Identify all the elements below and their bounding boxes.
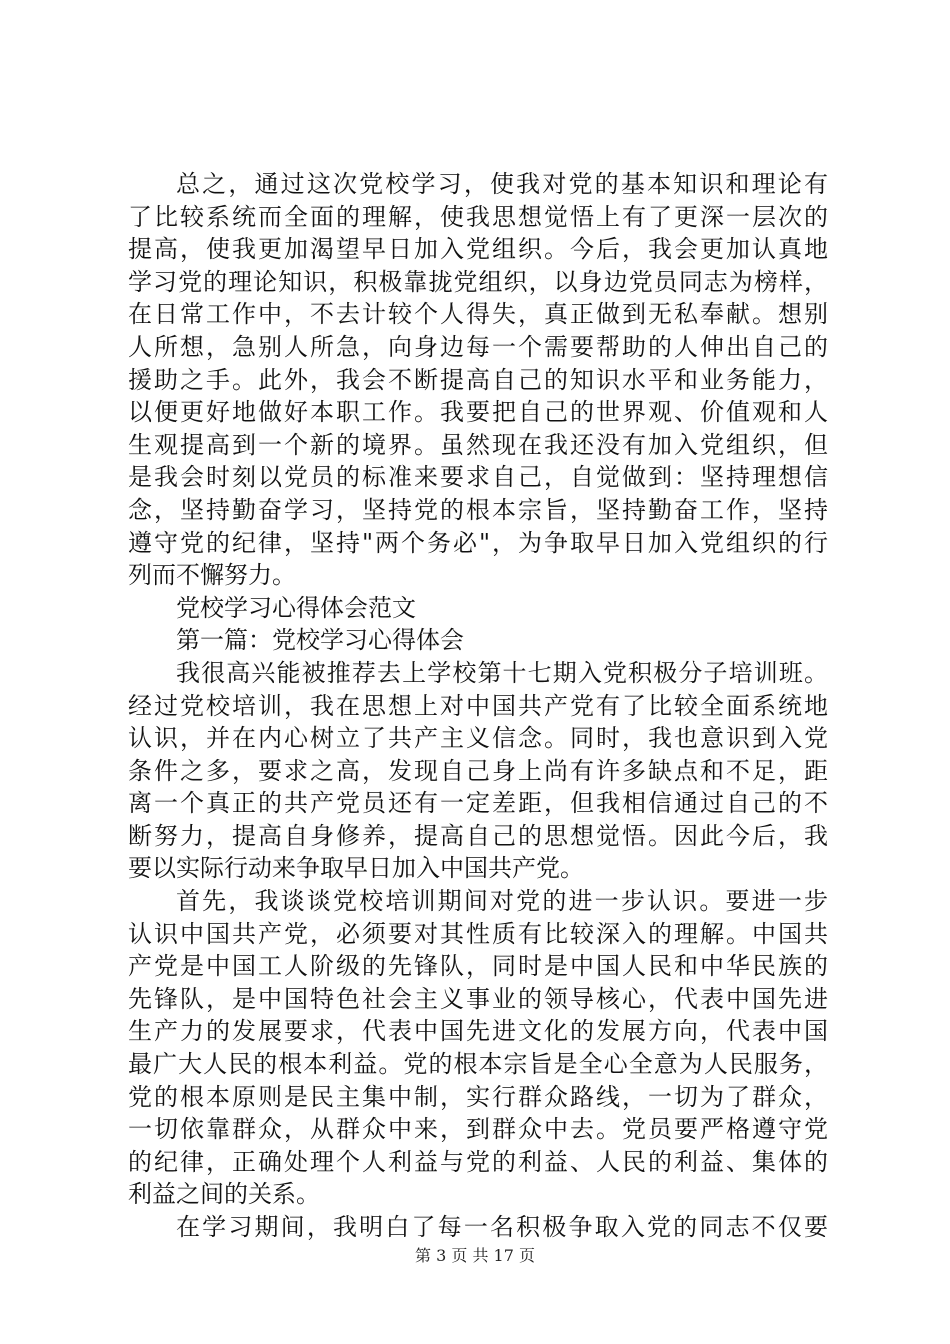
text-line: 生产力的发展要求，代表中国先进文化的发展方向，代表中国 xyxy=(128,1017,828,1046)
text-line: 生观提高到一个新的境界。虽然现在我还没有加入党组织，但 xyxy=(128,430,828,459)
text-line: 念，坚持勤奋学习，坚持党的根本宗旨，坚持勤奋工作，坚持 xyxy=(128,495,828,524)
text-line: 离一个真正的共产党员还有一定差距，但我相信通过自己的不 xyxy=(128,789,828,818)
text-line: 学习党的理论知识，积极靠拢党组织，以身边党员同志为榜样， xyxy=(128,267,828,296)
text-line: 断努力，提高自身修养，提高自己的思想觉悟。因此今后，我 xyxy=(128,821,828,850)
text-line: 要以实际行动来争取早日加入中国共产党。 xyxy=(128,854,584,883)
text-line: 遵守党的纪律，坚持"两个务必"，为争取早日加入党组织的行 xyxy=(128,528,828,557)
text-line: 提高，使我更加渴望早日加入党组织。今后，我会更加认真地 xyxy=(128,235,828,264)
text-line: 第一篇：党校学习心得体会 xyxy=(176,626,464,655)
text-line: 一切依靠群众，从群众中来，到群众中去。党员要严格遵守党 xyxy=(128,1115,828,1144)
text-line: 先锋队，是中国特色社会主义事业的领导核心，代表中国先进 xyxy=(128,984,828,1013)
text-line: 我很高兴能被推荐去上学校第十七期入党积极分子培训班。 xyxy=(176,658,828,687)
text-line: 的纪律，正确处理个人利益与党的利益、人民的利益、集体的 xyxy=(128,1147,828,1176)
text-line: 总之，通过这次党校学习，使我对党的基本知识和理论有 xyxy=(176,170,828,198)
text-line: 首先，我谈谈党校培训期间对党的进一步认识。要进一步 xyxy=(176,887,828,916)
text-line: 党的根本原则是民主集中制，实行群众路线，一切为了群众， xyxy=(128,1082,828,1111)
text-line: 人所想，急别人所急，向身边每一个需要帮助的人伸出自己的 xyxy=(128,332,828,361)
text-line: 在日常工作中，不去计较个人得失，真正做到无私奉献。想别 xyxy=(128,300,828,329)
text-line: 认识，并在内心树立了共产主义信念。同时，我也意识到入党 xyxy=(128,724,828,753)
text-line: 列而不懈努力。 xyxy=(128,561,296,590)
text-line: 经过党校培训，我在思想上对中国共产党有了比较全面系统地 xyxy=(128,691,828,720)
text-line: 是我会时刻以党员的标准来要求自己，自觉做到：坚持理想信 xyxy=(128,463,828,492)
text-line: 党校学习心得体会范文 xyxy=(176,593,416,622)
text-line: 了比较系统而全面的理解，使我思想觉悟上有了更深一层次的 xyxy=(128,202,828,231)
text-line: 在学习期间，我明白了每一名积极争取入党的同志不仅要 xyxy=(176,1213,828,1241)
page-footer: 第 3 页 共 17 页 xyxy=(415,1246,535,1265)
text-line: 以便更好地做好本职工作。我要把自己的世界观、价值观和人 xyxy=(128,398,828,427)
document-body xyxy=(128,168,828,1244)
text-line: 利益之间的关系。 xyxy=(128,1180,320,1209)
text-line: 认识中国共产党，必须要对其性质有比较深入的理解。中国共 xyxy=(128,919,828,948)
text-line: 条件之多，要求之高，发现自己身上尚有许多缺点和不足，距 xyxy=(128,756,828,785)
text-line: 产党是中国工人阶级的先锋队，同时是中国人民和中华民族的 xyxy=(128,952,828,981)
text-line: 援助之手。此外，我会不断提高自己的知识水平和业务能力， xyxy=(128,365,828,394)
text-line: 最广大人民的根本利益。党的根本宗旨是全心全意为人民服务， xyxy=(128,1050,828,1079)
